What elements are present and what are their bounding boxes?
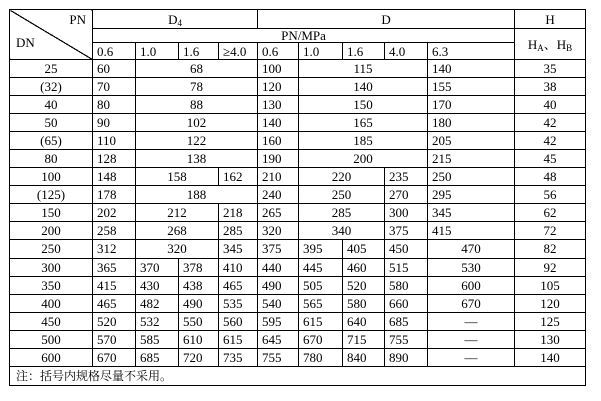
d4-value-cell: 585 [136,330,179,348]
dn-cell: 250 [10,240,93,258]
d-value-cell: 120 [258,78,299,96]
table-row [10,258,586,276]
table-row [10,168,586,186]
d-value-cell: — [428,312,515,330]
table-row [10,96,586,114]
d-value-cell: 100 [258,60,299,78]
d4-pressure-header: 0.6 [93,43,136,60]
h-value-cell: 120 [515,294,586,312]
d-value-cell: 395 [299,240,343,258]
d-value-cell: 540 [258,294,299,312]
d-value-cell: 640 [343,312,385,330]
d-pressure-header: 4.0 [385,43,428,60]
d-value-cell: 250 [299,186,385,204]
d-value-cell: 715 [343,330,385,348]
dn-cell: 500 [10,330,93,348]
dn-cell: 50 [10,114,93,132]
d-value-cell: 160 [258,132,299,150]
d-value-cell: 375 [258,240,299,258]
d-value-cell: — [428,330,515,348]
d4-value-cell: 122 [136,132,258,150]
d-value-cell: 615 [299,312,343,330]
d-value-cell: 345 [428,204,515,222]
d-value-cell: 140 [299,78,428,96]
d-value-cell: 840 [343,348,385,366]
dn-cell: (32) [10,78,93,96]
d-pressure-header: 0.6 [258,43,299,60]
d4-value-cell: 482 [136,294,179,312]
table-row [10,150,586,168]
d-value-cell: 515 [385,258,428,276]
table-row [10,114,586,132]
h-value-cell: 40 [515,96,586,114]
d4-value-cell: 615 [219,330,258,348]
table-row [10,78,586,96]
d-value-cell: 890 [385,348,428,366]
d4-value-cell: 430 [136,276,179,294]
d-value-cell: 600 [428,276,515,294]
d-value-cell: 660 [385,294,428,312]
d-value-cell: 270 [385,186,428,204]
h-value-cell: 48 [515,168,586,186]
d-value-cell: 595 [258,312,299,330]
d4-value-cell: 520 [93,312,136,330]
dn-cell: (65) [10,132,93,150]
d4-value-cell: 188 [136,186,258,204]
d-value-cell: 140 [258,114,299,132]
d-header: D [258,10,515,29]
d-value-cell: 755 [385,330,428,348]
d-value-cell: 170 [428,96,515,114]
d4-value-cell: 70 [93,78,136,96]
table-row [10,60,586,78]
dn-cell: 25 [10,60,93,78]
d4-value-cell: 218 [219,204,258,222]
h-value-cell: 35 [515,60,586,78]
d-value-cell: 190 [258,150,299,168]
d-value-cell: 200 [299,150,428,168]
table-row [10,348,586,366]
d4-value-cell: 268 [136,222,219,240]
d-value-cell: 155 [428,78,515,96]
d-value-cell: 265 [258,204,299,222]
dn-cell: 300 [10,258,93,276]
dimension-table [9,9,586,386]
d-value-cell: 250 [428,168,515,186]
d4-value-cell: 670 [93,348,136,366]
d-value-cell: 115 [299,60,428,78]
d-pressure-header: 1.6 [343,43,385,60]
dn-cell: 600 [10,348,93,366]
d4-value-cell: 610 [179,330,219,348]
d-value-cell: 300 [385,204,428,222]
d-value-cell: 220 [299,168,385,186]
d-value-cell: 450 [385,240,428,258]
d4-value-cell: 90 [93,114,136,132]
d4-value-cell: 370 [136,258,179,276]
d4-value-cell: 178 [93,186,136,204]
d4-value-cell: 415 [93,276,136,294]
d4-value-cell: 285 [219,222,258,240]
d4-value-cell: 685 [136,348,179,366]
dn-cell: 150 [10,204,93,222]
d4-pressure-header: 1.6 [179,43,219,60]
d-value-cell: 340 [299,222,385,240]
d4-value-cell: 128 [93,150,136,168]
d-value-cell: 670 [428,294,515,312]
d4-value-cell: 735 [219,348,258,366]
d-value-cell: 295 [428,186,515,204]
d-value-cell: 520 [343,276,385,294]
d-value-cell: 320 [258,222,299,240]
h-value-cell: 38 [515,78,586,96]
table-row [10,222,586,240]
d-value-cell: 670 [299,330,343,348]
pn-mpa-header: PN/MPa [93,29,515,43]
dn-cell: 200 [10,222,93,240]
d-value-cell: 440 [258,258,299,276]
d-value-cell: 470 [428,240,515,258]
h-value-cell: 82 [515,240,586,258]
d4-value-cell: 158 [136,168,219,186]
dn-cell: (125) [10,186,93,204]
d4-value-cell: 258 [93,222,136,240]
d4-value-cell: 560 [219,312,258,330]
d-value-cell: 130 [258,96,299,114]
d-value-cell: 215 [428,150,515,168]
dn-cell: 80 [10,150,93,168]
h-value-cell: 130 [515,330,586,348]
d4-value-cell: 378 [179,258,219,276]
d4-value-cell: 320 [136,240,219,258]
d4-value-cell: 720 [179,348,219,366]
d4-value-cell: 465 [93,294,136,312]
d-value-cell: 205 [428,132,515,150]
pressure-row [10,43,586,60]
d-value-cell: 285 [299,204,385,222]
d-value-cell: 165 [299,114,428,132]
h-value-cell: 105 [515,276,586,294]
d4-value-cell: 68 [136,60,258,78]
d-value-cell: 375 [385,222,428,240]
d-pressure-header: 1.0 [299,43,343,60]
h-value-cell: 140 [515,348,586,366]
h-value-cell: 42 [515,132,586,150]
d4-value-cell: 138 [136,150,258,168]
dn-cell: 450 [10,312,93,330]
d-value-cell: 235 [385,168,428,186]
d-value-cell: 755 [258,348,299,366]
table-row [10,294,586,312]
d-value-cell: 580 [385,276,428,294]
h-value-cell: 56 [515,186,586,204]
h-value-cell: 92 [515,258,586,276]
d-value-cell: 210 [258,168,299,186]
d-pressure-header: 6.3 [428,43,515,60]
footnote: 注：括号内规格尽量不采用。 [10,367,586,386]
d4-value-cell: 212 [136,204,219,222]
d4-value-cell: 162 [219,168,258,186]
dn-cell: 400 [10,294,93,312]
d-value-cell: 460 [343,258,385,276]
d4-pressure-header: 1.0 [136,43,179,60]
d-value-cell: 185 [299,132,428,150]
d-value-cell: 180 [428,114,515,132]
d-value-cell: 505 [299,276,343,294]
table-row [10,186,586,204]
d4-value-cell: 550 [179,312,219,330]
d4-value-cell: 345 [219,240,258,258]
d4-value-cell: 78 [136,78,258,96]
d-value-cell: 685 [385,312,428,330]
d-value-cell: 490 [258,276,299,294]
d4-value-cell: 88 [136,96,258,114]
d4-value-cell: 410 [219,258,258,276]
h-value-cell: 125 [515,312,586,330]
d4-value-cell: 80 [93,96,136,114]
d4-value-cell: 312 [93,240,136,258]
d4-value-cell: 102 [136,114,258,132]
ha-hb-header: $H_A$、$H_B$ [515,29,586,60]
d4-value-cell: 110 [93,132,136,150]
table-row [10,330,586,348]
d-value-cell: 140 [428,60,515,78]
d4-value-cell: 490 [179,294,219,312]
h-value-cell: 72 [515,222,586,240]
d-value-cell: 405 [343,240,385,258]
table-row [10,276,586,294]
d-value-cell: 150 [299,96,428,114]
table-row [10,312,586,330]
d-value-cell: 415 [428,222,515,240]
table-row [10,132,586,150]
d-value-cell: 445 [299,258,343,276]
d-value-cell: 565 [299,294,343,312]
d4-value-cell: 148 [93,168,136,186]
d4-pressure-header: ≥4.0 [219,43,258,60]
d-value-cell: 580 [343,294,385,312]
d4-value-cell: 535 [219,294,258,312]
dn-cell: 40 [10,96,93,114]
pn-label: PN [69,12,86,27]
d-value-cell: — [428,348,515,366]
h-value-cell: 45 [515,150,586,168]
d4-value-cell: 202 [93,204,136,222]
dn-label: DN [16,35,35,50]
d4-value-cell: 465 [219,276,258,294]
d4-value-cell: 438 [179,276,219,294]
d4-header: $D_4$ [93,10,258,29]
d-value-cell: 645 [258,330,299,348]
d4-value-cell: 570 [93,330,136,348]
h-value-cell: 42 [515,114,586,132]
pn-dn-corner-cell [10,10,93,60]
d-value-cell: 240 [258,186,299,204]
d4-value-cell: 365 [93,258,136,276]
table-row [10,240,586,258]
table-row [10,204,586,222]
h-value-cell: 62 [515,204,586,222]
d-value-cell: 530 [428,258,515,276]
h-header: H [515,10,586,29]
dn-cell: 100 [10,168,93,186]
d-value-cell: 780 [299,348,343,366]
d4-value-cell: 532 [136,312,179,330]
dn-cell: 350 [10,276,93,294]
d4-value-cell: 60 [93,60,136,78]
